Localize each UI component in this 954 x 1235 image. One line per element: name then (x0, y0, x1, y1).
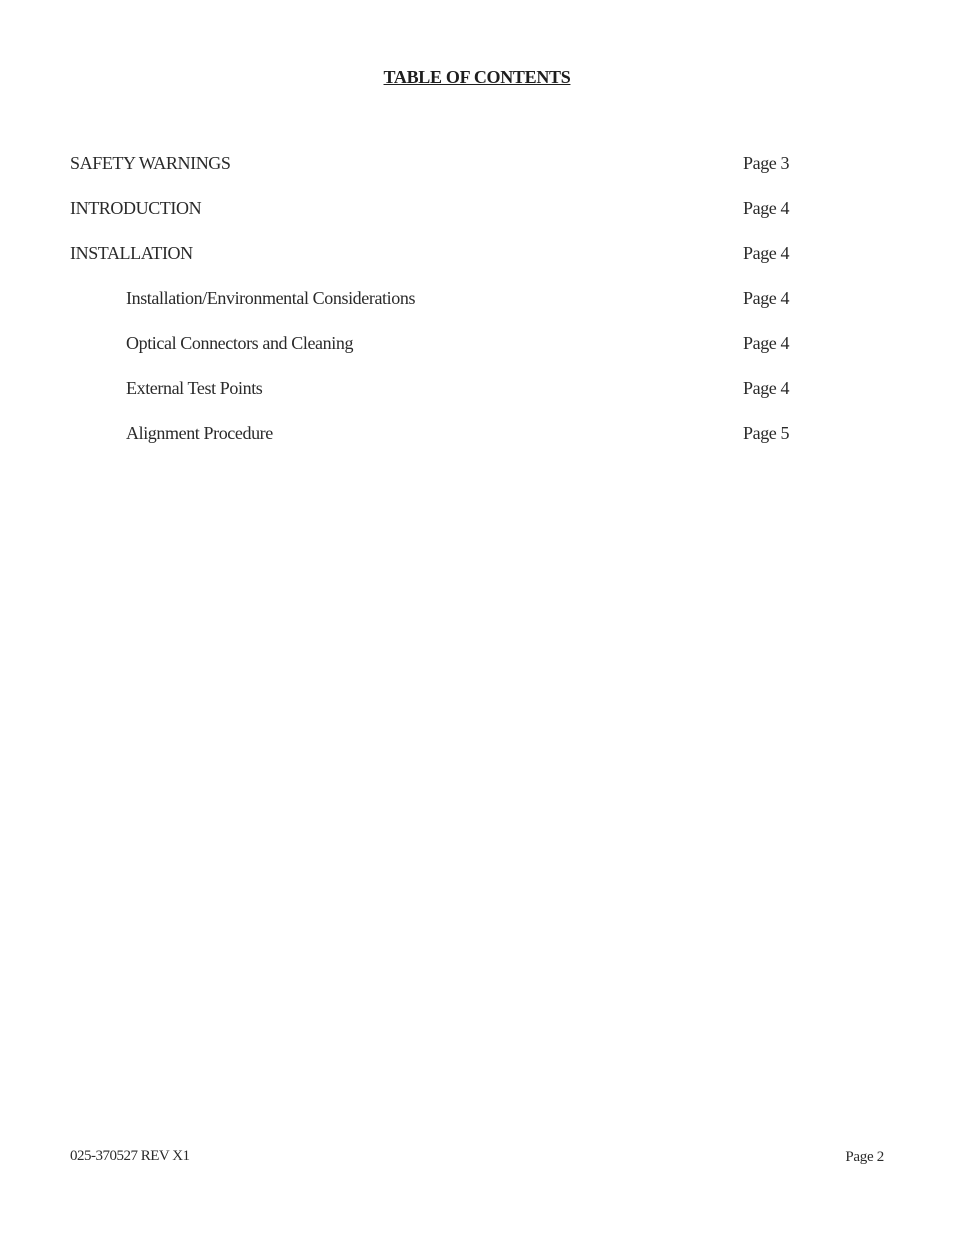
toc-entry-page: Page 4 (743, 288, 790, 308)
toc-entry-introduction (0, 198, 954, 243)
toc-entry-page: Page 4 (743, 243, 790, 263)
toc-entry-page: Page 4 (743, 378, 790, 398)
toc-title: TABLE OF CONTENTS (383, 67, 571, 87)
toc-entry-label: INSTALLATION (70, 243, 193, 263)
footer-doc-number: 025-370527 REV X1 (70, 1148, 190, 1164)
toc-entry-page: Page 5 (743, 423, 790, 443)
footer-page-number: Page 2 (845, 1149, 884, 1165)
toc-list (0, 153, 954, 468)
toc-entry-page: Page 4 (743, 333, 790, 353)
toc-entry-label: INTRODUCTION (70, 198, 202, 218)
toc-entry-alignment-procedure (0, 423, 954, 468)
toc-entry-page: Page 3 (743, 153, 790, 173)
toc-entry-label: Optical Connectors and Cleaning (126, 333, 354, 353)
toc-entry-installation-environmental (0, 288, 954, 333)
toc-entry-optical-connectors (0, 333, 954, 378)
toc-entry-label: Alignment Procedure (126, 423, 273, 443)
toc-entry-label: External Test Points (126, 378, 263, 398)
toc-entry-label: Installation/Environmental Considerations (126, 288, 416, 308)
toc-entry-external-test-points (0, 378, 954, 423)
toc-entry-safety-warnings (0, 153, 954, 198)
toc-entry-installation (0, 243, 954, 288)
toc-entry-page: Page 4 (743, 198, 790, 218)
toc-entry-label: SAFETY WARNINGS (70, 153, 231, 173)
